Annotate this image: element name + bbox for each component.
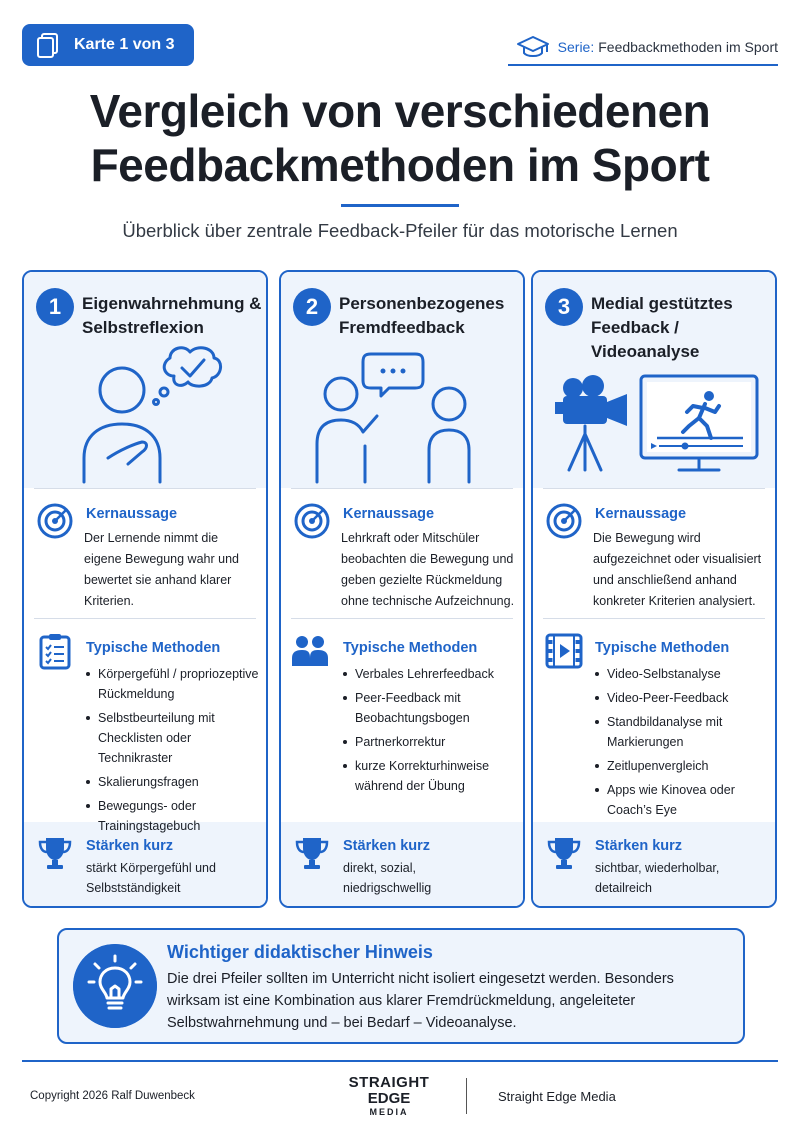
card-number: 1 [36,288,74,326]
core-statement-heading: Kernaussage [343,506,435,522]
list-item: Video-Peer-Feedback [595,688,755,708]
logo-line-2: EDGE [367,1090,411,1107]
core-statement-text: Der Lernende nimmt die eigene Bewegung wahr und bewertet sie anhand klarer Kriterien. [84,531,239,608]
cards-icon [34,31,62,59]
page-title-line-2: Feedbackmethoden im Sport [90,139,710,191]
target-icon [545,502,583,540]
list-item: Zeitlupenvergleich [595,756,755,776]
list-item: Körpergefühl / propriozeptive Rückmeldung [86,664,262,704]
footer-divider [22,1060,778,1062]
graduation-cap-icon [516,34,550,60]
series-info [516,34,778,60]
card-external-feedback [279,270,525,908]
target-icon [293,502,331,540]
methods-heading: Typische Methoden [343,640,478,656]
page-title [0,84,800,192]
list-item: Verbales Lehrerfeedback [343,664,517,684]
series-underline [508,64,778,66]
trophy-icon [545,834,583,872]
core-statement-text: Lehrkraft oder Mitschüler beobachten die Bewegung und geben gezielte Rückmeldung ohne technische Aufzeichnung. [341,531,515,608]
methods-heading: Typische Methoden [86,640,221,656]
list-item: Video-Selbstanalyse [595,664,755,684]
list-item: Apps wie Kinovea oder Coach’s Eye [595,780,755,820]
publisher-name: Straight Edge Media [498,1089,616,1104]
strengths-text: stärkt Körpergefühl und Selbstständigkeit [86,861,216,895]
list-item: Skalierungsfragen [86,772,262,792]
trophy-icon [293,834,331,872]
two-persons-talking-icon [281,346,525,486]
series-label: Serie: [557,39,595,55]
camera-and-monitor-icon [533,346,777,486]
card-video-analysis [531,270,777,908]
list-item: Partnerkorrektur [343,732,517,752]
page-title-line-1: Vergleich von verschiedenen [89,85,711,137]
target-icon [36,502,74,540]
strengths-text: sichtbar, wiederholbar, detailreich [595,861,720,895]
core-statement-heading: Kernaussage [86,506,178,522]
methods-heading: Typische Methoden [595,640,730,656]
list-item: Standbildanalyse mit Markierungen [595,712,755,752]
card-number: 2 [293,288,331,326]
card-title: Medial gestütztes Feedback / Videoanalyse [591,294,733,361]
methods-list [343,664,517,800]
card-counter-label: Karte 1 von 3 [74,36,175,53]
note-text: Die drei Pfeiler sollten im Unterricht nicht isoliert eingesetzt werden. Besonders wirksam ist eine Kombination aus klarer Fremdrückmeldung, angeleiteter Selbstwahrnehmung und – bei Bedarf – Videoanalyse. [167,971,674,1031]
note-heading: Wichtiger didaktischer Hinweis [167,942,433,962]
methods-list [86,664,262,840]
strengths-heading: Stärken kurz [595,838,683,854]
list-item: Peer-Feedback mit Beobachtungsbogen [343,688,517,728]
list-item: Selbstbeurteilung mit Checklisten oder Technikraster [86,708,262,768]
list-item: Bewegungs- oder Trainingstagebuch [86,796,262,836]
card-title: Personenbezogenes Fremdfeedback [339,294,505,337]
core-statement-text: Die Bewegung wird aufgezeichnet oder visualisiert und anschließend anhand konkreter Kriterien analysiert. [593,531,762,608]
logo-line-3: MEDIA [369,1107,409,1117]
page-subtitle: Überblick über zentrale Feedback-Pfeiler für das motorische Lernen [122,220,678,241]
card-self-perception [22,270,268,908]
lightbulb-icon [73,944,157,1028]
title-divider [341,204,459,207]
series-value: Feedbackmethoden im Sport [598,39,778,55]
strengths-heading: Stärken kurz [86,838,174,854]
card-number: 3 [545,288,583,326]
card-title: Eigenwahrnehmung & Selbstreflexion [82,294,262,337]
footer-separator [466,1078,467,1114]
video-film-icon [545,632,583,670]
copyright-text: Copyright 2026 Ralf Duwenbeck [30,1090,195,1102]
trophy-icon [36,834,74,872]
card-counter-badge [22,24,194,66]
strengths-text: direkt, sozial, niedrigschwellig [343,861,432,895]
person-thinking-icon [24,346,268,486]
clipboard-checklist-icon [36,632,74,670]
list-item: kurze Korrekturhinweise während der Übung [343,756,517,796]
strengths-heading: Stärken kurz [343,838,431,854]
didactic-note [57,928,745,1044]
methods-list [595,664,755,824]
logo-line-1: STRAIGHT [348,1074,430,1091]
core-statement-heading: Kernaussage [595,506,687,522]
publisher-logo [342,1074,436,1118]
people-icon [291,632,329,670]
